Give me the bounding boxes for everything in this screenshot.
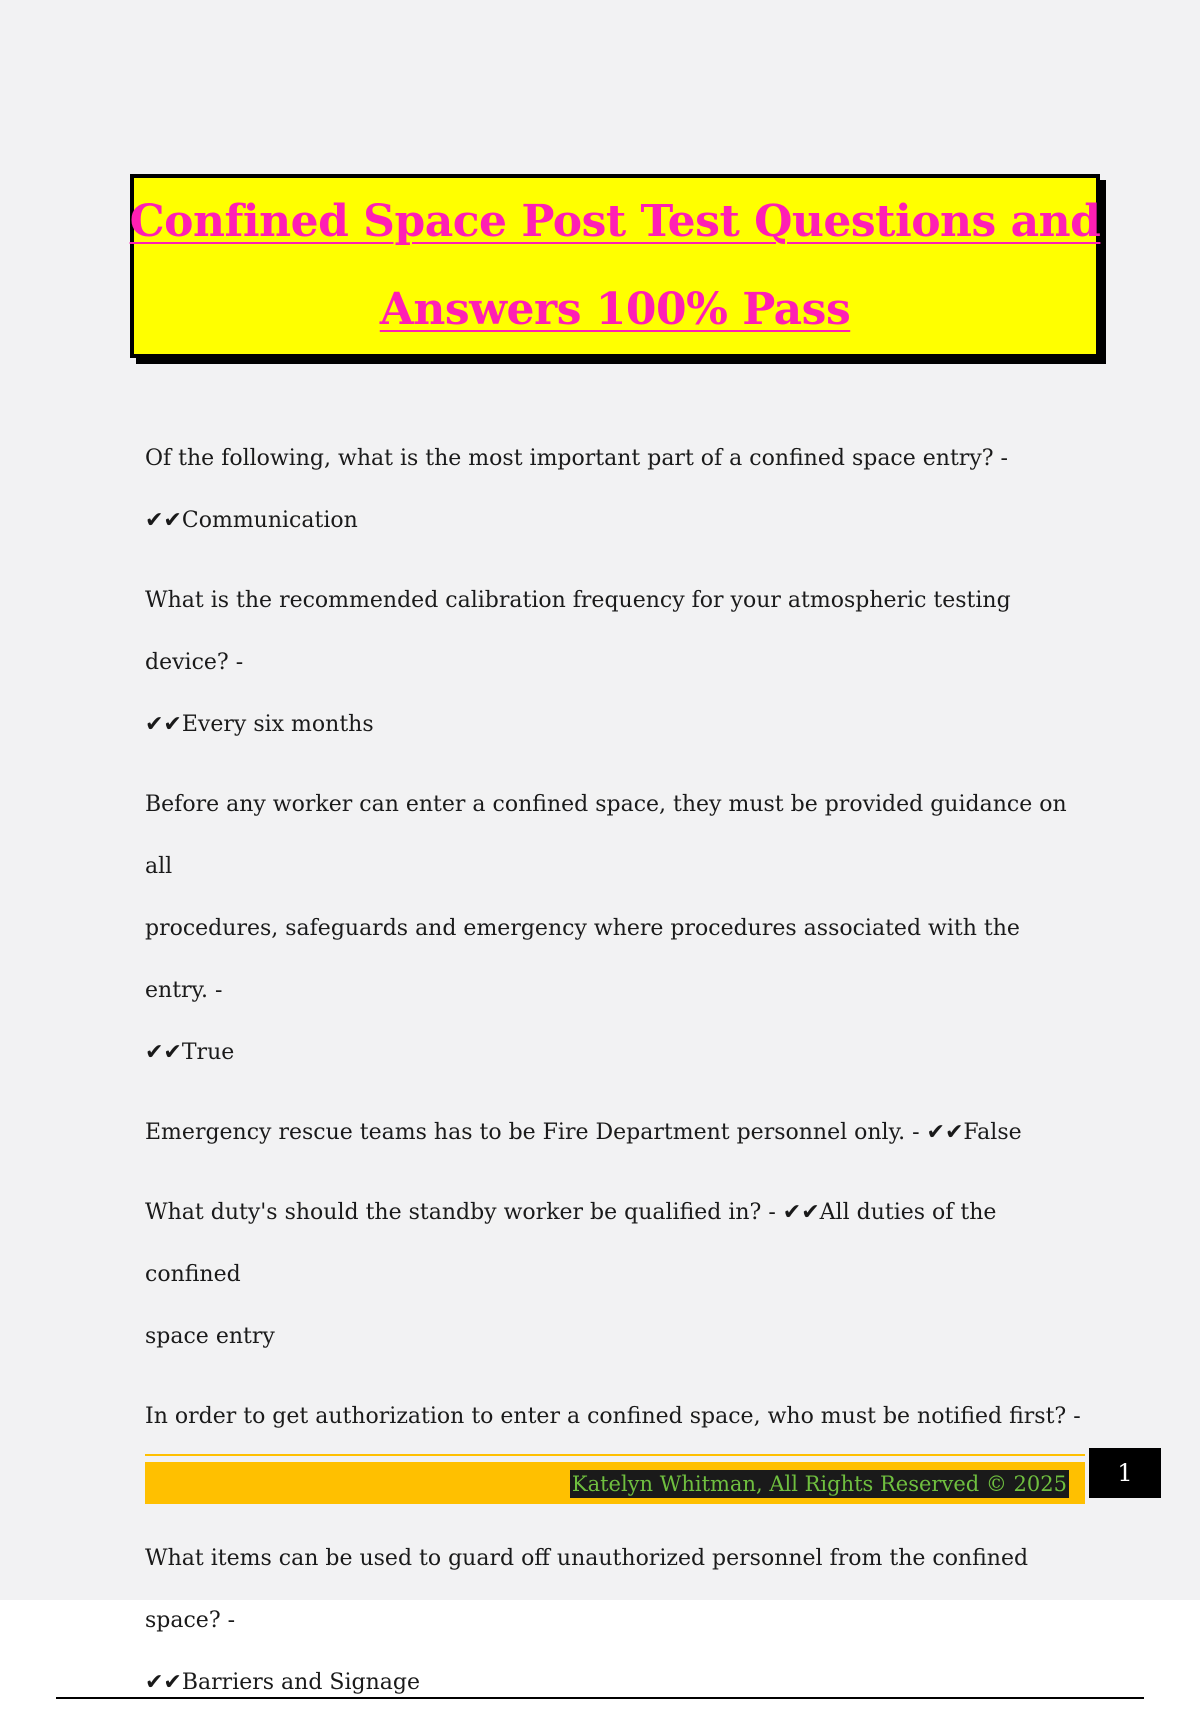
question-answer-line xyxy=(145,1102,1085,1164)
answer-text: Every six months xyxy=(181,712,374,737)
answer-text: False xyxy=(963,1120,1022,1145)
question-text-line-1: Before any worker can enter a confined space, they must be provided guidance on all xyxy=(145,792,1067,879)
double-check-icon: ✔✔ xyxy=(145,1670,182,1695)
question-text: What items can be used to guard off unauthorized personnel from the confined space? - xyxy=(145,1546,1029,1633)
double-check-icon: ✔✔ xyxy=(145,712,182,737)
title-banner xyxy=(130,174,1100,358)
question-text: What duty's should the standby worker be qualified in? - xyxy=(145,1200,776,1225)
answer-line xyxy=(145,1652,1085,1714)
qa-list xyxy=(145,428,1085,1732)
question-answer-line xyxy=(145,1182,1085,1306)
copyright-notice: Katelyn Whitman, All Rights Reserved © 2025 xyxy=(571,1472,1067,1496)
question-text: What is the recommended calibration frequency for your atmospheric testing device? - xyxy=(145,588,1011,675)
question-text: Emergency rescue teams has to be Fire Department personnel only. - xyxy=(145,1120,920,1145)
qa-item-1 xyxy=(145,428,1085,552)
double-check-icon: ✔✔ xyxy=(145,1040,182,1065)
question-text: Of the following, what is the most important part of a confined space entry? - xyxy=(145,446,1008,471)
question-text: In order to get authorization to enter a confined space, who must be notified first? - xyxy=(145,1404,1081,1429)
footer-bar xyxy=(145,1462,1085,1504)
double-check-icon: ✔✔ xyxy=(782,1200,820,1225)
question-text-line-2: procedures, safeguards and emergency where procedures associated with the entry. - xyxy=(145,916,1020,1003)
answer-text: True xyxy=(181,1040,235,1065)
qa-item-3 xyxy=(145,774,1085,1084)
answer-text: Barriers and Signage xyxy=(181,1670,420,1695)
answer-text-line-1: All duties of the confined xyxy=(145,1200,997,1287)
title-line-2: Answers 100% Pass xyxy=(379,284,851,335)
page-number: 1 xyxy=(1089,1448,1161,1498)
answer-line xyxy=(145,490,1085,552)
footer-rule xyxy=(145,1454,1085,1456)
qa-item-5 xyxy=(145,1182,1085,1368)
answer-line xyxy=(145,1022,1085,1084)
qa-item-2 xyxy=(145,570,1085,756)
answer-line xyxy=(145,694,1085,756)
double-check-icon: ✔✔ xyxy=(145,508,182,533)
answer-text: Communication xyxy=(181,508,358,533)
qa-item-4 xyxy=(145,1102,1085,1164)
title-line-1: Confined Space Post Test Questions and xyxy=(129,196,1101,247)
double-check-icon: ✔✔ xyxy=(926,1120,964,1145)
answer-text-line-2: space entry xyxy=(145,1324,275,1349)
next-page-rule xyxy=(56,1697,1144,1699)
qa-item-7 xyxy=(145,1528,1085,1714)
